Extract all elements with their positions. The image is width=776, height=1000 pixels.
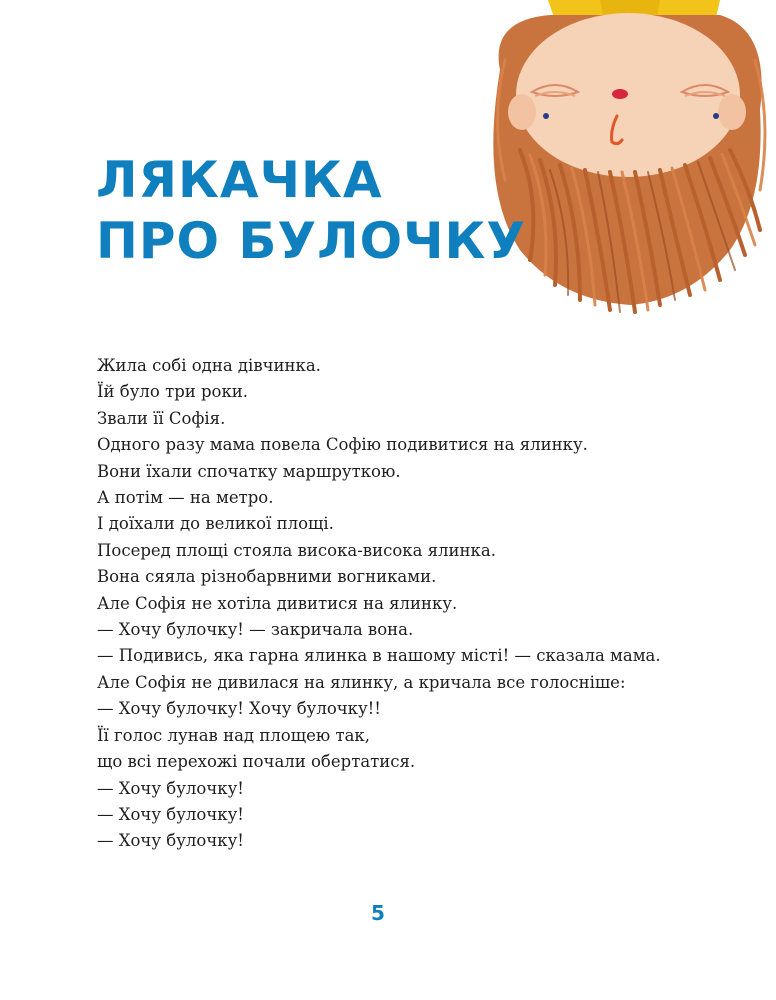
title-line-1: ЛЯКАЧКА — [96, 151, 383, 209]
story-line: Жила собі одна дівчинка. — [97, 356, 321, 375]
story-line: Їй було три роки. — [97, 382, 249, 402]
story-line: Вони їхали спочатку маршруткою. — [97, 461, 401, 481]
story-title — [96, 150, 526, 272]
story-line: — Подивись, яка гарна ялинка в нашому місті! — сказала мама. — [97, 646, 661, 666]
story-line: Одного разу мама повела Софію подивитися на ялинку. — [97, 435, 588, 455]
story-line: — Хочу булочку! — закричала вона. — [97, 620, 414, 640]
right-eye — [713, 113, 719, 119]
story-line: — Хочу булочку! — [97, 778, 244, 798]
page-number: 5 — [371, 901, 385, 925]
story-line: що всі перехожі почали обертатися. — [97, 752, 416, 772]
story-line: Вона сяяла різнобарвними вогниками. — [97, 567, 437, 587]
story-line: Посеред площі стояла висока-висока ялинка. — [97, 540, 496, 560]
story-line: — Хочу булочку! — [97, 831, 244, 851]
title-line-2: ПРО БУЛОЧКУ — [96, 212, 526, 270]
story-text — [97, 353, 737, 855]
story-line: Звали її Софія. — [97, 408, 226, 428]
mouth — [612, 89, 628, 99]
story-line: — Хочу булочку! Хочу булочку!! — [97, 699, 381, 719]
left-eye — [543, 113, 549, 119]
story-line: — Хочу булочку! — [97, 804, 244, 824]
right-ear — [718, 94, 746, 130]
story-line: Її голос лунав над площею так, — [97, 725, 370, 745]
story-line: І доїхали до великої площі. — [97, 514, 334, 534]
left-ear — [508, 94, 536, 130]
story-line: Але Софія не хотіла дивитися на ялинку. — [97, 593, 458, 613]
story-line: Але Софія не дивилася на ялинку, а кричала все голосніше: — [97, 672, 626, 692]
story-line: А потім — на метро. — [97, 488, 274, 508]
